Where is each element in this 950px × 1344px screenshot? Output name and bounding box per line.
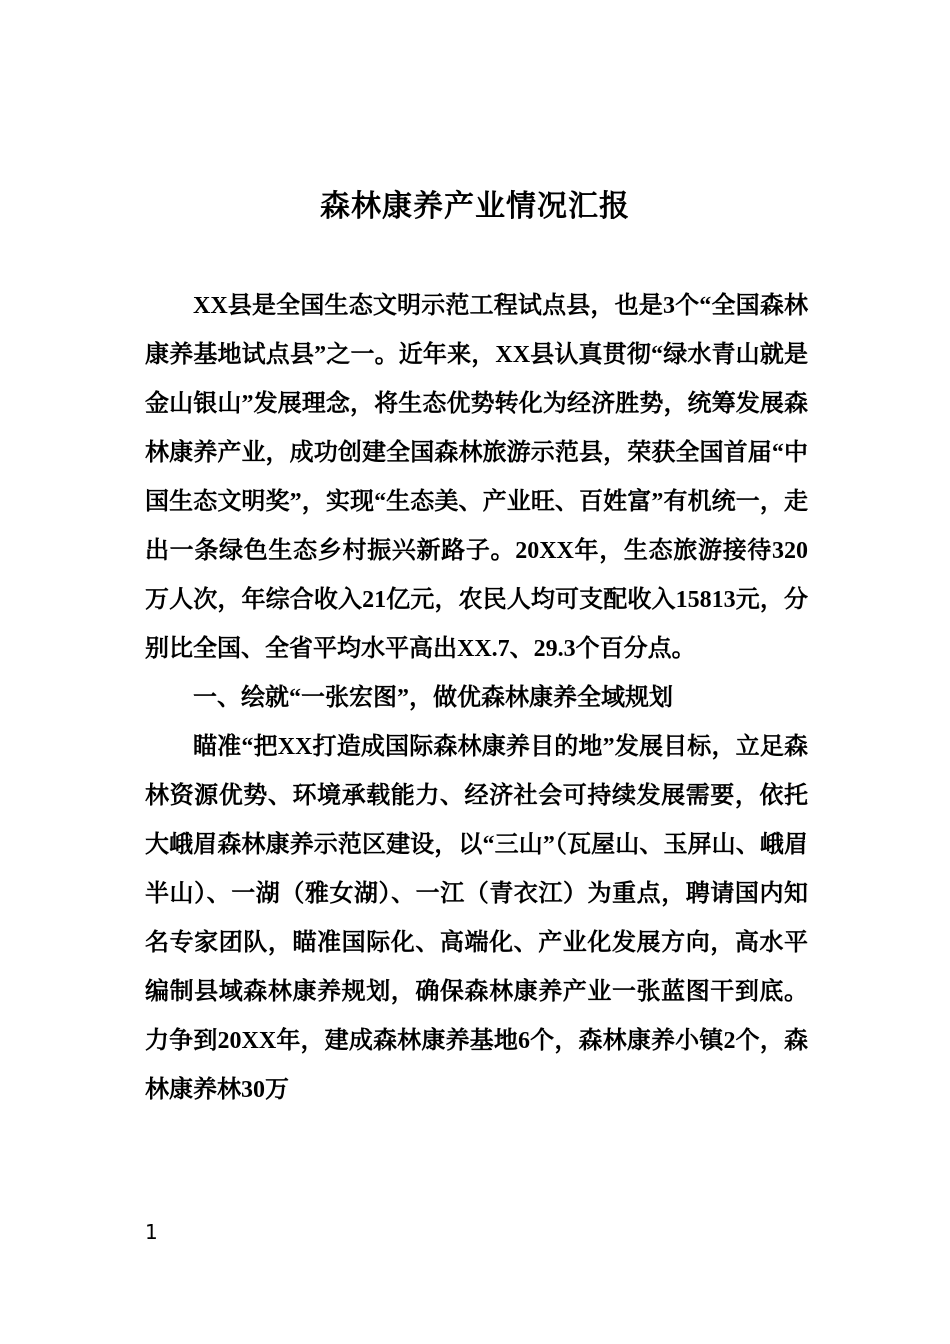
document-body (145, 282, 808, 1115)
paragraph-section-1: 瞄准“把XX打造成国际森林康养目的地”发展目标，立足森林资源优势、环境承载能力、经济社会可持续发展需要，依托大峨眉森林康养示范区建设，以“三山”（瓦屋山、玉屏山、峨眉半山）、一湖（雅女湖）、一江（青衣江）为重点，聘请国内知名专家团队，瞄准国际化、高端化、产业化发展方向，高水平编制县域森林康养规划，确保森林康养产业一张蓝图干到底。力争到20XX年，建成森林康养基地6个，森林康养小镇2个，森林康养林30万 (145, 734, 808, 1103)
page-number: 1 (145, 1220, 158, 1244)
document-title: 森林康养产业情况汇报 (320, 189, 630, 224)
paragraph-intro: XX县是全国生态文明示范工程试点县，也是3个“全国森林康养基地试点县”之一。近年来，XX县认真贯彻“绿水青山就是金山银山”发展理念，将生态优势转化为经济胜势，统筹发展森林康养产业，成功创建全国森林旅游示范县，荣获全国首届“中国生态文明奖”，实现“生态美、产业旺、百姓富”有机统一，走出一条绿色生态乡村振兴新路子。20XX年，生态旅游接待320万人次，年综合收入21亿元，农民人均可支配收入15813元，分别比全国、全省平均水平高出XX.7、29.3个百分点。 (145, 293, 808, 662)
section-heading-1: 一、绘就“一张宏图”，做优森林康养全域规划 (193, 685, 673, 711)
